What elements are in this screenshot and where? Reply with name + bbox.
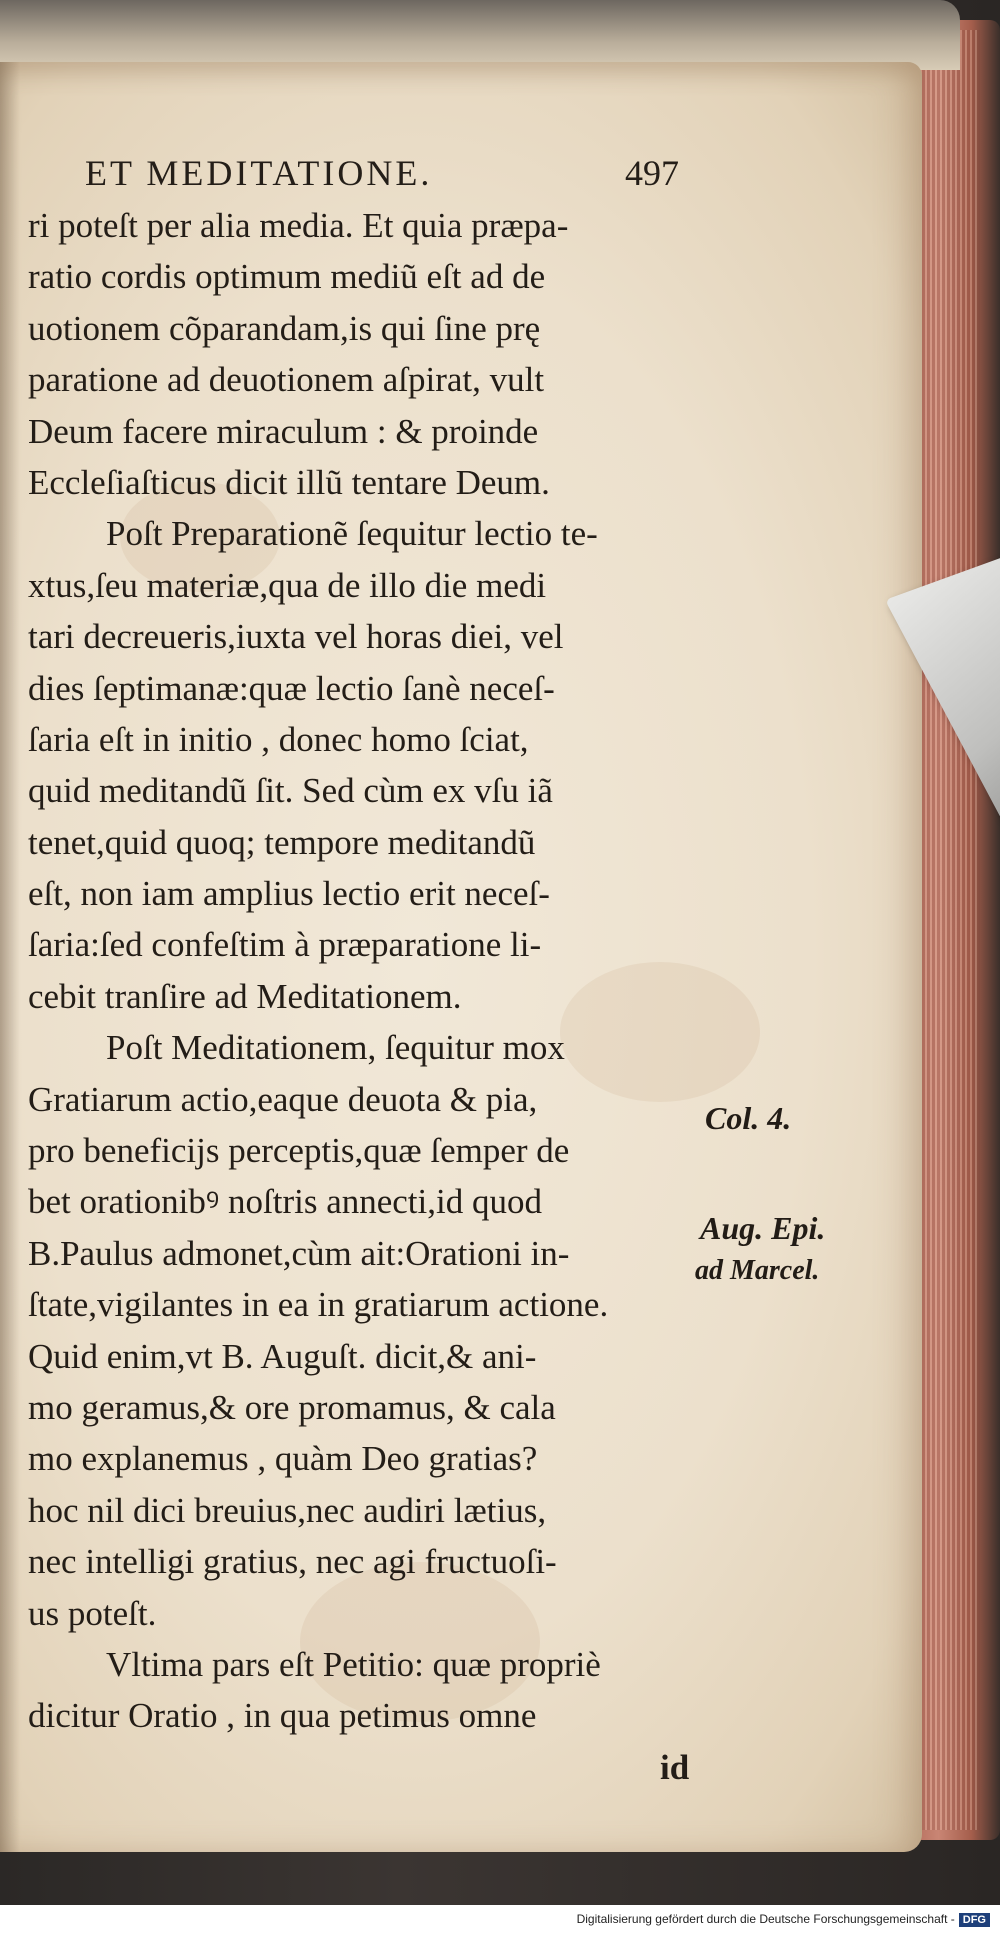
body-text <box>28 200 718 1793</box>
text-line: Quid enim,vt B. Auguſt. dicit,& ani- <box>28 1336 537 1376</box>
top-page-edge <box>0 0 960 70</box>
text-line: Deum facere miraculum : & proinde <box>28 411 539 451</box>
text-line: Eccleſiaſticus dicit illũ tentare Deum. <box>28 462 550 502</box>
text-line: nec intelligi gratius, nec agi fructuoſi- <box>28 1542 557 1582</box>
text-line: dicitur Oratio , in qua petimus omne <box>28 1696 537 1736</box>
text-line: quid meditandũ ſit. Sed cùm ex vſu iã <box>28 771 553 811</box>
text-line: paratione ad deuotionem aſpirat, vult <box>28 360 545 400</box>
text-line: uotionem cõparandam,is qui ſine prę <box>28 308 541 348</box>
catchword: id <box>660 1747 690 1787</box>
text-line: eſt, non iam amplius lectio erit neceſ- <box>28 874 550 914</box>
text-line: B.Paulus admonet,cùm ait:Orationi in- <box>28 1233 570 1273</box>
text-line: cebit tranſire ad Meditationem. <box>28 976 462 1016</box>
text-line: ratio cordis optimum mediũ eſt ad de <box>28 257 546 297</box>
dfg-logo: DFG <box>959 1913 990 1927</box>
text-line: us poteſt. <box>28 1593 157 1633</box>
text-line: ſtate,vigilantes in ea in gratiarum actione. <box>28 1285 609 1325</box>
text-line: hoc nil dici breuius,nec audiri lætius, <box>28 1490 547 1530</box>
text-line: Vltima pars eſt Petitio: quæ propriè <box>106 1644 601 1684</box>
text-line: pro beneficijs perceptis,quæ ſemper de <box>28 1131 570 1171</box>
text-line: ſaria eſt in initio , donec homo ſciat, <box>28 719 529 759</box>
credit-text: Digitalisierung gefördert durch die Deutsche Forschungsgemeinschaft - <box>576 1912 955 1926</box>
margin-note-marcel: ad Marcel. <box>695 1255 820 1286</box>
text-line: ri poteſt per alia media. Et quia præpa- <box>28 206 569 245</box>
text-line: xtus,ſeu materiæ,qua de illo die medi <box>28 565 547 605</box>
margin-note-col: Col. 4. <box>705 1100 792 1136</box>
text-line: Gratiarum actio,eaque deuota & pia, <box>28 1079 538 1119</box>
margin-note-aug: Aug. Epi. <box>700 1210 826 1246</box>
text-line: Poſt Preparationẽ ſequitur lectio te- <box>106 514 598 554</box>
text-line: ſaria:ſed confeſtim à præparatione li- <box>28 925 542 965</box>
text-line: bet orationibꝰ noſtris annecti,id quod <box>28 1182 542 1222</box>
page-number: 497 <box>625 153 679 193</box>
running-head: ET MEDITATIONE. <box>85 153 433 193</box>
text-line: tari decreueris,iuxta vel horas diei, vel <box>28 617 564 657</box>
binding-shadow <box>0 62 20 1852</box>
text-line: tenet,quid quoq; tempore meditandũ <box>28 822 536 862</box>
text-line: dies ſeptimanæ:quæ lectio ſanè neceſ- <box>28 668 555 708</box>
digitization-credit <box>577 1912 990 1927</box>
text-line: mo explanemus , quàm Deo gratias? <box>28 1439 538 1479</box>
text-line: mo geramus,& ore promamus, & cala <box>28 1387 556 1427</box>
text-line: Poſt Meditationem, ſequitur mox <box>106 1028 565 1068</box>
